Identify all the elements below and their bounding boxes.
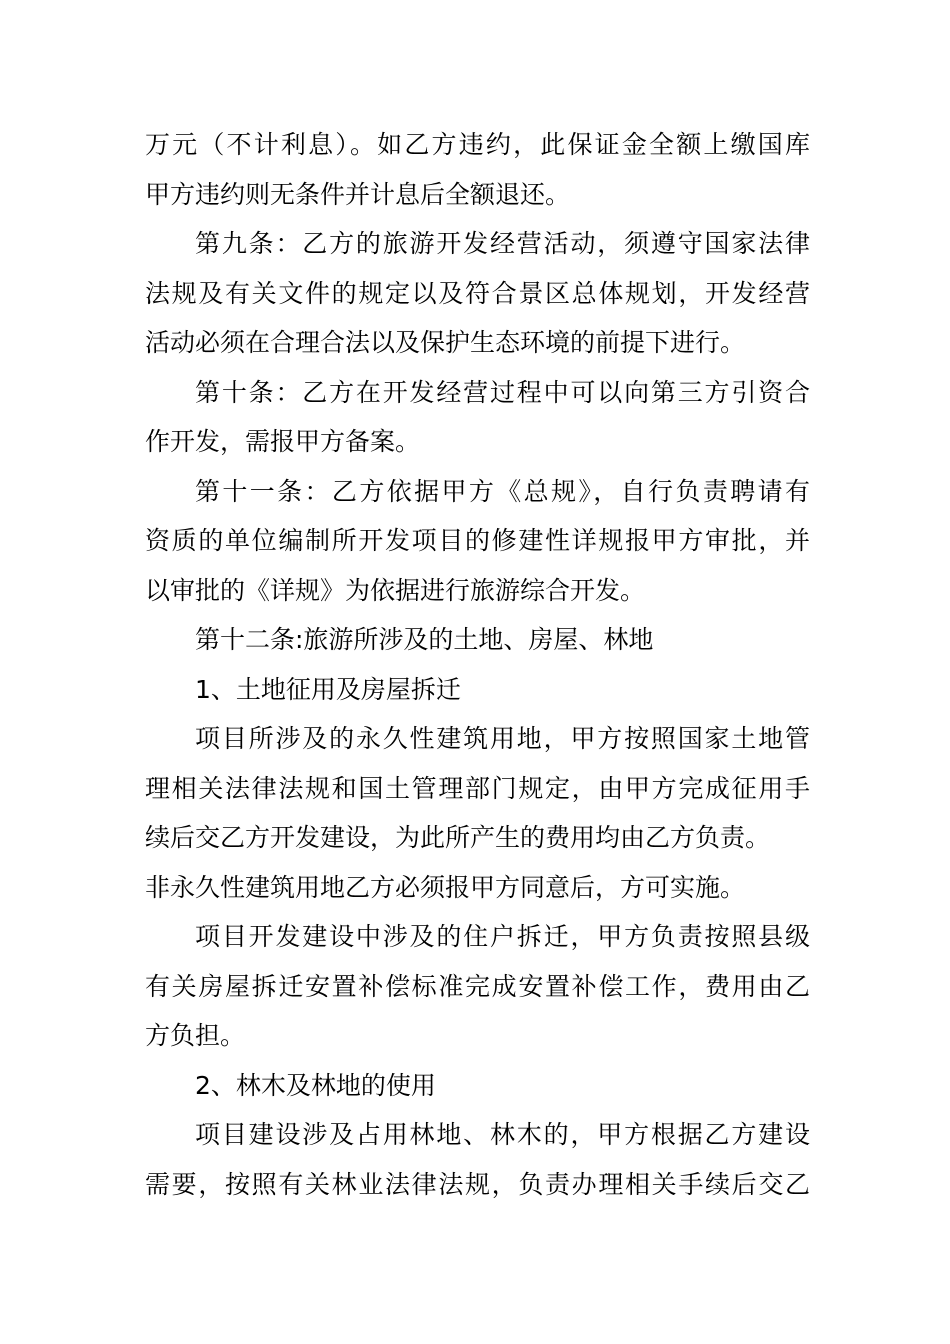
document-body (145, 120, 810, 1209)
text-line: 项目开发建设中涉及的住户拆迁，甲方负责按照县级 (195, 922, 810, 951)
text-line: 万元（不计利息）。如乙方违约，此保证金全额上缴国库 (145, 130, 810, 159)
text-line: 方负担。 (145, 1021, 246, 1050)
text-line: 法规及有关文件的规定以及符合景区总体规划，开发经营 (145, 278, 810, 308)
text-line: 续后交乙方开发建设，为此所产生的费用均由乙方负责。 (145, 823, 771, 852)
text-line: 甲方违约则无条件并计息后全额退还。 (145, 179, 571, 209)
section-2-heading: 2、林木及林地的使用 (195, 1070, 436, 1100)
article-12-heading-line: 第十二条:旅游所涉及的土地、房屋、林地 (195, 625, 654, 654)
text-line: 以审批的《详规》为依据进行旅游综合开发。 (145, 575, 646, 605)
article-10-heading-line: 第十条：乙方在开发经营过程中可以向第三方引资合 (195, 377, 810, 407)
text-line: 有关房屋拆迁安置补偿标准完成安置补偿工作，费用由乙 (145, 971, 810, 1001)
section-1-heading: 1、土地征用及房屋拆迁 (195, 674, 461, 704)
text-line: 理相关法律法规和国土管理部门规定，由甲方完成征用手 (145, 773, 810, 803)
text-line: 非永久性建筑用地乙方必须报甲方同意后，方可实施。 (145, 872, 746, 902)
text-line: 需要，按照有关林业法律法规，负责办理相关手续后交乙 (145, 1169, 810, 1199)
text-line: 活动必须在合理合法以及保护生态环境的前提下进行。 (145, 328, 746, 357)
article-9-heading-line: 第九条：乙方的旅游开发经营活动，须遵守国家法律 (195, 229, 810, 258)
text-line: 作开发，需报甲方备案。 (145, 427, 421, 456)
text-line: 项目建设涉及占用林地、林木的，甲方根据乙方建设 (195, 1120, 810, 1149)
article-11-heading-line: 第十一条：乙方依据甲方《总规》，自行负责聘请有 (195, 476, 810, 506)
text-line: 资质的单位编制所开发项目的修建性详规报甲方审批，并 (145, 526, 810, 555)
text-line: 项目所涉及的永久性建筑用地，甲方按照国家土地管 (195, 724, 810, 753)
